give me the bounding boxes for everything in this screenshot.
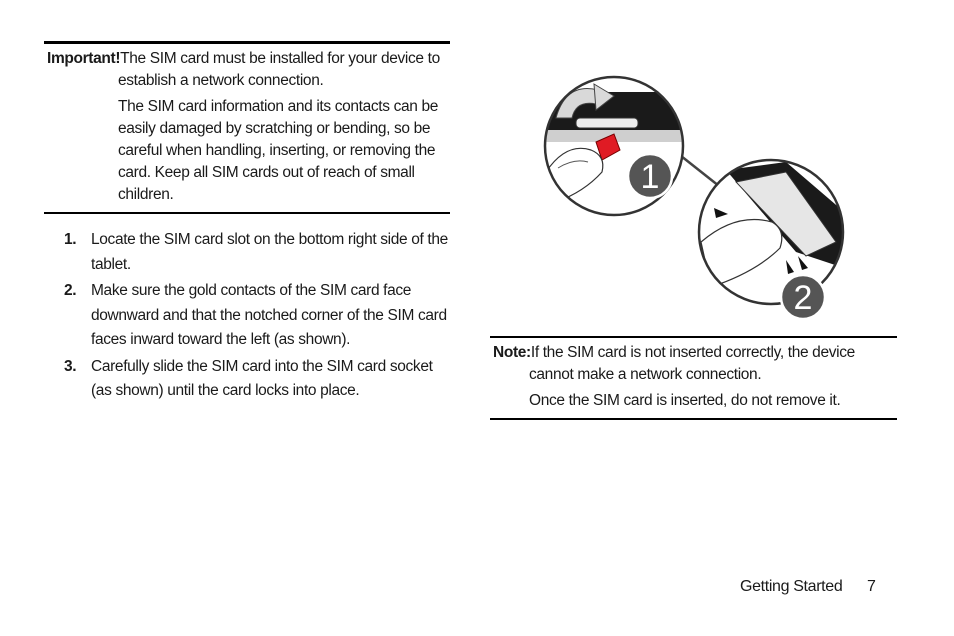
footer-page-number: 7 [867,578,876,595]
note-line1: If the SIM card is not inserted correctly, the device [530,344,855,361]
step-text: Locate the SIM card slot on the bottom right side of the tablet. [91,231,448,273]
step-number: 1. [64,231,77,248]
sim-slot-closeup [696,152,852,312]
step-item [64,228,454,277]
step-text: Carefully slide the SIM card into the SIM card socket (as shown) until the card locks into place. [91,357,433,399]
note-para2: Once the SIM card is inserted, do not remove it. [529,392,841,409]
important-line1: The SIM card must be installed for your device to [120,50,440,67]
footer-section-title: Getting Started [740,578,843,595]
note-bottom-rule [490,418,897,420]
note-box [493,342,893,412]
step-text: Make sure the gold contacts of the SIM card face downward and that the notched corner of the SIM card faces inward toward the left (as shown). [91,282,447,348]
note-top-rule [490,336,897,338]
sim-illustration-svg [536,72,852,324]
step-number: 2. [64,282,77,299]
note-label: Note: [493,344,531,361]
note-first-line [493,342,893,364]
important-notice [47,48,450,206]
important-line1-cont: establish a network connection. [118,72,324,89]
callout-1-label: 1 [640,158,660,196]
step-item [64,279,454,353]
important-top-rule [44,41,450,44]
note-line1-cont: cannot make a network connection. [529,366,762,383]
important-para2: The SIM card information and its contacts can be easily damaged by scratching or bending, so be careful when handling, inserting, or removing the card. Keep all SIM cards out of reach of small children. [118,98,439,203]
step-item [64,355,454,404]
important-first-line [47,48,450,70]
important-bottom-rule [44,212,450,214]
step-number: 3. [64,357,77,375]
callout-2-label: 2 [793,279,813,317]
steps-list [64,228,454,406]
sim-card-closeup [536,72,696,232]
important-label: Important! [47,50,121,67]
sim-insertion-illustration [536,72,852,324]
